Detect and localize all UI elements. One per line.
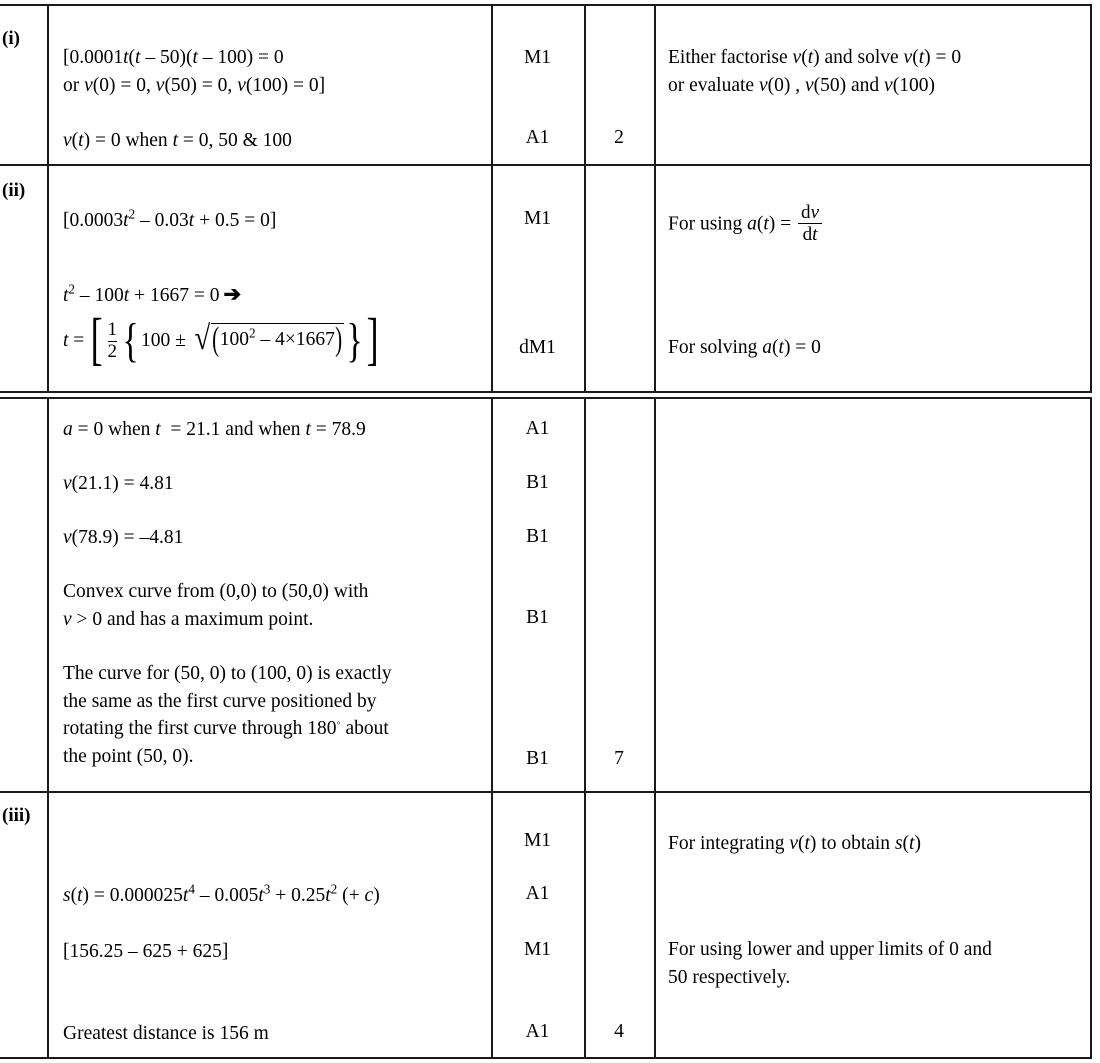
one-half-fraction bbox=[108, 320, 118, 363]
mark-iicont-line1: A1 bbox=[525, 418, 550, 439]
paren-open-icon: ( bbox=[212, 321, 220, 359]
d-num: d bbox=[801, 202, 811, 223]
qf-rad-sup: 2 bbox=[249, 325, 256, 341]
mark-ii-line1: M1 bbox=[523, 208, 552, 229]
total-i: 2 bbox=[614, 127, 624, 148]
mark-iicont-line4: B1 bbox=[526, 607, 549, 628]
eq-rest: – 100 bbox=[75, 285, 124, 306]
col-divider-label bbox=[47, 4, 49, 392]
working-iicont-line2-text: v(21.1) = 4.81 bbox=[63, 473, 174, 494]
working-iicont-line5 bbox=[63, 660, 498, 771]
derivative-denominator bbox=[798, 223, 822, 245]
total-iii: 4 bbox=[614, 1021, 624, 1042]
notes-iii-line3 bbox=[668, 936, 1088, 991]
t-den: t bbox=[812, 224, 818, 246]
notes-iii-line1-text: For integrating v(t) to obtain s(t) bbox=[668, 833, 921, 854]
working-i-line1 bbox=[63, 44, 483, 99]
working-ii-line2b bbox=[63, 306, 493, 372]
working-ii-line1-text: $[0.0003t^2 - 0.03t + 0.5 = 0]$ bbox=[63, 206, 277, 231]
working-iicont-line4-text: Convex curve from (0,0) to (50,0) with v > 0 and has a maximum point. bbox=[63, 581, 369, 630]
col-divider-mark-2 bbox=[584, 397, 586, 1057]
quadratic-formula bbox=[63, 306, 381, 372]
page-break-rule-bottom bbox=[0, 397, 1092, 399]
qf-rad-base: 100 bbox=[219, 329, 249, 351]
mark-iicont-line3: B1 bbox=[526, 526, 549, 547]
eq-sup-2: 2 bbox=[68, 281, 76, 297]
total-ii: 7 bbox=[614, 748, 624, 769]
working-iii-line3-text: [156.25 – 625 + 625] bbox=[63, 941, 229, 962]
working-iicont-line2 bbox=[63, 470, 493, 498]
qf-lhs: t bbox=[63, 329, 69, 351]
qf-equals: = bbox=[68, 329, 90, 351]
eq-var-t2: t bbox=[123, 285, 130, 306]
part-label-i: (i) bbox=[2, 28, 20, 49]
square-root bbox=[193, 320, 344, 359]
v-num: v bbox=[810, 202, 820, 223]
radical-sign-icon: √ bbox=[194, 320, 211, 358]
notes-ii-var-t: t bbox=[763, 213, 769, 235]
d-den: d bbox=[802, 224, 813, 246]
col-divider-label-2 bbox=[47, 397, 49, 1057]
mark-ii-line2: dM1 bbox=[519, 337, 556, 358]
notes-ii-line2 bbox=[668, 334, 1083, 362]
qf-rad-rest: – 4×1667 bbox=[255, 329, 335, 351]
derivative-fraction bbox=[798, 202, 822, 246]
bracket-open-icon: [ bbox=[90, 306, 103, 372]
notes-iii-line1 bbox=[668, 830, 1083, 858]
brace-close-icon: } bbox=[346, 313, 363, 367]
half-numerator: 1 bbox=[107, 319, 117, 340]
working-iii-line4 bbox=[63, 1020, 498, 1048]
row-divider-i-ii bbox=[0, 164, 1092, 166]
table-right-border-2 bbox=[1090, 397, 1092, 1057]
notes-i-line1-text: Either factorise v(t) and solve v(t) = 0 or evaluate v(0) , v(50) and v(100) bbox=[668, 47, 962, 96]
working-iicont-line3-text: v(78.9) = –4.81 bbox=[63, 527, 184, 548]
mark-i-line1: M1 bbox=[523, 47, 552, 68]
notes-i-line1 bbox=[668, 44, 1083, 99]
half-denominator: 2 bbox=[107, 340, 117, 362]
working-iii-line2-text: $s(t) = 0.000025t^4 - 0.005t^3 + 0.25t^2$ (+ c) bbox=[63, 881, 380, 906]
notes-ii-var-a: a bbox=[747, 213, 757, 235]
eq-var-t: t bbox=[63, 285, 69, 306]
page-break-rule-top bbox=[0, 391, 1092, 393]
derivative-numerator bbox=[798, 202, 822, 223]
working-ii-line1 bbox=[63, 207, 483, 235]
part-label-iii: (iii) bbox=[2, 805, 31, 826]
working-iicont-line5-text: The curve for (50, 0) to (100, 0) is exactly the same as the first curve positioned by rotating the first curve through 180◦ about the point (50, 0). bbox=[63, 663, 392, 768]
notes-ii-paren: ( bbox=[756, 213, 764, 235]
brace-open-icon: { bbox=[122, 313, 139, 367]
working-i-line2-text: v(t) = 0 when t = 0, 50 & 100 bbox=[63, 130, 292, 151]
table-top-border bbox=[0, 4, 1092, 6]
mark-iii-line2: A1 bbox=[525, 883, 550, 904]
mark-iii-line3: M1 bbox=[523, 939, 552, 960]
working-iii-line2 bbox=[63, 882, 498, 910]
bracket-close-icon: ] bbox=[366, 306, 379, 372]
table-bottom-border bbox=[0, 1057, 1092, 1059]
mark-iicont-line2: B1 bbox=[526, 472, 549, 493]
mark-iii-line1: M1 bbox=[523, 830, 552, 851]
table-right-border bbox=[1090, 4, 1092, 392]
qf-plusminus: ± bbox=[170, 329, 191, 351]
col-divider-total-2 bbox=[654, 397, 656, 1057]
col-divider-total bbox=[654, 4, 656, 392]
notes-ii-line1 bbox=[668, 203, 1083, 247]
working-ii-line2a bbox=[63, 280, 483, 310]
row-divider-ii-iii bbox=[0, 791, 1092, 793]
notes-iii-line3-text: For using lower and upper limits of 0 and 50 respectively. bbox=[668, 939, 992, 988]
eq-tail: + 1667 = 0 bbox=[129, 285, 220, 306]
working-iicont-line1-text: a = 0 when t = 21.1 and when t = 78.9 bbox=[63, 419, 366, 440]
mark-iii-line4: A1 bbox=[525, 1021, 550, 1042]
paren-close-icon: ) bbox=[335, 321, 343, 359]
part-label-ii: (ii) bbox=[2, 180, 26, 201]
working-iii-line3 bbox=[63, 938, 498, 966]
working-iicont-line3 bbox=[63, 524, 493, 552]
qf-hundred: 100 bbox=[141, 329, 171, 351]
mark-iicont-line5: B1 bbox=[526, 748, 549, 769]
working-iicont-line4 bbox=[63, 578, 493, 633]
working-iii-line4-text: Greatest distance is 156 m bbox=[63, 1023, 269, 1044]
working-iicont-line1 bbox=[63, 416, 493, 444]
radicand bbox=[211, 321, 344, 359]
working-i-line2 bbox=[63, 127, 483, 155]
working-i-line1-text: [0.0001t(t – 50)(t – 100) = 0 or v(0) = 0, v(50) = 0, v(100) = 0] bbox=[63, 47, 326, 96]
implies-arrow-icon: ➔ bbox=[223, 282, 242, 306]
col-divider-mark bbox=[584, 4, 586, 392]
notes-ii-prefix: For using bbox=[668, 213, 748, 235]
mark-i-line2: A1 bbox=[525, 127, 550, 148]
notes-ii-line2-text: For solving a(t) = 0 bbox=[668, 337, 821, 358]
notes-ii-eq: ) = bbox=[768, 213, 797, 235]
